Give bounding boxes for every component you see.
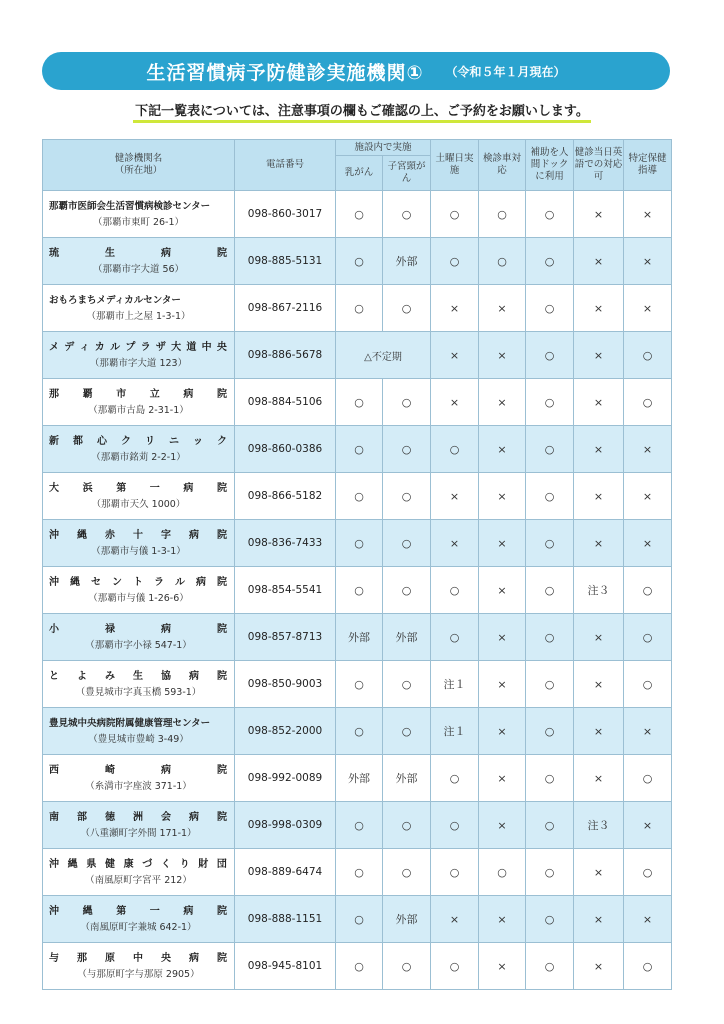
dock-cell: ○ [526, 191, 574, 238]
breast-cell: ○ [336, 896, 383, 943]
facility-cell [43, 567, 235, 614]
english-cell: × [574, 849, 624, 896]
facility-name: 沖 縄 セ ン ト ラ ル 病 院 [49, 576, 227, 588]
facility-name: 琉 生 病 院 [49, 247, 227, 259]
header-breast: 乳がん [336, 156, 383, 191]
table-row [43, 426, 672, 473]
phone-number: 098-992-0089 [235, 755, 336, 802]
breast-cell: ○ [336, 567, 383, 614]
english-cell: × [574, 473, 624, 520]
dock-cell: ○ [526, 379, 574, 426]
facility-cell [43, 896, 235, 943]
saturday-cell: ○ [431, 238, 479, 285]
phone-number: 098-860-3017 [235, 191, 336, 238]
saturday-cell: × [431, 896, 479, 943]
facility-name: 西 崎 病 院 [49, 764, 227, 776]
dock-cell: ○ [526, 802, 574, 849]
dock-cell: ○ [526, 426, 574, 473]
english-cell: × [574, 943, 624, 990]
facility-name: メ デ ィ カ ル プ ラ ザ 大 道 中 央 [49, 341, 227, 353]
dock-cell: ○ [526, 661, 574, 708]
facility-address: （南風原町字宮平 212） [85, 874, 192, 886]
endoscopy-cell: × [479, 567, 526, 614]
endoscopy-cell: × [479, 896, 526, 943]
breast-cell: ○ [336, 473, 383, 520]
facility-cell [43, 379, 235, 426]
guidance-cell: ○ [624, 849, 672, 896]
phone-number: 098-945-8101 [235, 943, 336, 990]
endoscopy-cell: ○ [479, 191, 526, 238]
facility-address: （那覇市銘苅 2-2-1） [91, 451, 186, 463]
table-row [43, 661, 672, 708]
guidance-cell: × [624, 520, 672, 567]
saturday-cell: ○ [431, 943, 479, 990]
english-cell: × [574, 426, 624, 473]
dock-cell: ○ [526, 332, 574, 379]
saturday-cell: ○ [431, 191, 479, 238]
facility-name: 那 覇 市 立 病 院 [49, 388, 227, 400]
table-row [43, 567, 672, 614]
table-row [43, 849, 672, 896]
header-cervical: 子宮頸がん [383, 156, 431, 191]
header-name-label: 健診機関名 [114, 153, 163, 164]
phone-number: 098-884-5106 [235, 379, 336, 426]
phone-number: 098-836-7433 [235, 520, 336, 567]
facility-cell [43, 473, 235, 520]
saturday-cell: ○ [431, 755, 479, 802]
breast-cell: ○ [336, 849, 383, 896]
facility-table [42, 139, 672, 990]
endoscopy-cell: ○ [479, 238, 526, 285]
phone-number: 098-860-0386 [235, 426, 336, 473]
facility-cell [43, 661, 235, 708]
breast-cell: ○ [336, 238, 383, 285]
endoscopy-cell: × [479, 755, 526, 802]
table-row [43, 755, 672, 802]
dock-cell: ○ [526, 238, 574, 285]
cervical-cell: ○ [383, 567, 431, 614]
cervical-cell: 外部 [383, 896, 431, 943]
guidance-cell: × [624, 191, 672, 238]
breast-cell: ○ [336, 708, 383, 755]
facility-cell [43, 520, 235, 567]
saturday-cell: ○ [431, 567, 479, 614]
title-banner [42, 52, 670, 90]
facility-cell [43, 755, 235, 802]
english-cell: × [574, 379, 624, 426]
facility-address: （那覇市東町 26-1） [92, 216, 185, 228]
saturday-cell: × [431, 379, 479, 426]
guidance-cell: ○ [624, 755, 672, 802]
header-english: 健診当日英語での対応可 [574, 140, 624, 191]
dock-cell: ○ [526, 708, 574, 755]
cervical-cell: ○ [383, 661, 431, 708]
phone-number: 098-886-5678 [235, 332, 336, 379]
facility-name: 与 那 原 中 央 病 院 [49, 952, 227, 964]
endoscopy-cell: × [479, 426, 526, 473]
breast-cell: ○ [336, 426, 383, 473]
guidance-cell: × [624, 473, 672, 520]
facility-name: 新 都 心 ク リ ニ ッ ク [49, 435, 227, 447]
cervical-cell: 外部 [383, 614, 431, 661]
english-cell: × [574, 238, 624, 285]
saturday-cell: 注１ [431, 708, 479, 755]
table-row [43, 238, 672, 285]
dock-cell: ○ [526, 755, 574, 802]
facility-cell [43, 238, 235, 285]
dock-cell: ○ [526, 614, 574, 661]
facility-name: と よ み 生 協 病 院 [49, 670, 227, 682]
table-body [43, 191, 672, 990]
table-row [43, 943, 672, 990]
english-cell: × [574, 755, 624, 802]
saturday-cell: × [431, 473, 479, 520]
dock-cell: ○ [526, 567, 574, 614]
english-cell: × [574, 708, 624, 755]
facility-cell [43, 426, 235, 473]
phone-number: 098-889-6474 [235, 849, 336, 896]
facility-address: （豊見城市字真玉橋 593-1） [75, 686, 202, 698]
date-note: （令和５年１月現在） [445, 64, 566, 79]
facility-name: 大 浜 第 一 病 院 [49, 482, 227, 494]
guidance-cell: × [624, 708, 672, 755]
english-cell: 注３ [574, 802, 624, 849]
cervical-cell: ○ [383, 191, 431, 238]
english-cell: × [574, 614, 624, 661]
dock-cell: ○ [526, 849, 574, 896]
endoscopy-cell: × [479, 943, 526, 990]
saturday-cell: × [431, 285, 479, 332]
table-row [43, 614, 672, 661]
facility-address: （豊見城市豊崎 3-49） [88, 733, 189, 745]
phone-number: 098-850-9003 [235, 661, 336, 708]
cervical-cell: ○ [383, 943, 431, 990]
cervical-cell: ○ [383, 379, 431, 426]
phone-number: 098-852-2000 [235, 708, 336, 755]
cervical-cell: ○ [383, 285, 431, 332]
header-name-sub: （所在地） [114, 165, 163, 176]
saturday-cell: ○ [431, 802, 479, 849]
facility-name: 沖 縄 第 一 病 院 [49, 905, 227, 917]
cervical-cell: 外部 [383, 238, 431, 285]
endoscopy-cell: ○ [479, 849, 526, 896]
facility-address: （与那原町字与那原 2905） [77, 968, 200, 980]
endoscopy-cell: × [479, 379, 526, 426]
saturday-cell: × [431, 332, 479, 379]
phone-number: 098-867-2116 [235, 285, 336, 332]
saturday-cell: ○ [431, 849, 479, 896]
english-cell: 注３ [574, 567, 624, 614]
table-row [43, 473, 672, 520]
notice-highlight: 下記一覧表については、注意事項の欄もご確認の上、ご予約をお願いします。 [133, 104, 591, 123]
guidance-cell: ○ [624, 332, 672, 379]
facility-name: 沖 縄 県 健 康 づ く り 財 団 [49, 858, 227, 870]
saturday-cell: × [431, 520, 479, 567]
guidance-cell: × [624, 802, 672, 849]
cervical-cell: ○ [383, 473, 431, 520]
facility-name: 沖 縄 赤 十 字 病 院 [49, 529, 227, 541]
cervical-cell: 外部 [383, 755, 431, 802]
cervical-cell: ○ [383, 520, 431, 567]
facility-address: （那覇市古島 2-31-1） [88, 404, 189, 416]
saturday-cell: ○ [431, 426, 479, 473]
breast-cell: ○ [336, 379, 383, 426]
table-row [43, 802, 672, 849]
english-cell: × [574, 285, 624, 332]
header-phone: 電話番号 [235, 140, 336, 191]
facility-cell [43, 191, 235, 238]
phone-number: 098-998-0309 [235, 802, 336, 849]
guidance-cell: × [624, 238, 672, 285]
facility-address: （南風原町字兼城 642-1） [80, 921, 197, 933]
header-in-house: 施設内で実施 [336, 140, 431, 156]
english-cell: × [574, 191, 624, 238]
header-name [43, 140, 235, 191]
phone-number: 098-854-5541 [235, 567, 336, 614]
cervical-cell: ○ [383, 708, 431, 755]
table-row [43, 708, 672, 755]
phone-number: 098-866-5182 [235, 473, 336, 520]
guidance-cell: ○ [624, 661, 672, 708]
endoscopy-cell: × [479, 708, 526, 755]
notice-text [0, 100, 724, 122]
facility-name: 小 禄 病 院 [49, 623, 227, 635]
breast-cell: ○ [336, 661, 383, 708]
dock-cell: ○ [526, 943, 574, 990]
table-row [43, 285, 672, 332]
english-cell: × [574, 896, 624, 943]
guidance-cell: × [624, 285, 672, 332]
facility-cell [43, 332, 235, 379]
saturday-cell: ○ [431, 614, 479, 661]
dock-cell: ○ [526, 896, 574, 943]
table-row [43, 332, 672, 379]
cervical-cell: ○ [383, 849, 431, 896]
breast-cell: ○ [336, 943, 383, 990]
endoscopy-cell: × [479, 473, 526, 520]
table-row [43, 896, 672, 943]
facility-address: （那覇市字大道 56） [92, 263, 185, 275]
table-row [43, 379, 672, 426]
breast-cell: ○ [336, 520, 383, 567]
facility-cell [43, 849, 235, 896]
guidance-cell: × [624, 896, 672, 943]
facility-cell [43, 708, 235, 755]
table-row [43, 520, 672, 567]
facility-cell [43, 802, 235, 849]
facility-name: 那覇市医師会生活習慣病検診センター [49, 200, 211, 212]
breast-cell: ○ [336, 285, 383, 332]
phone-number: 098-857-8713 [235, 614, 336, 661]
page-title: 生活習慣病予防健診実施機関① [146, 61, 424, 84]
facility-address: （八重瀬町字外間 171-1） [80, 827, 197, 839]
facility-address: （糸満市字座波 371-1） [85, 780, 192, 792]
facility-cell [43, 943, 235, 990]
facility-address: （那覇市字大道 123） [89, 357, 188, 369]
endoscopy-cell: × [479, 285, 526, 332]
english-cell: × [574, 332, 624, 379]
facility-cell [43, 614, 235, 661]
header-guidance: 特定保健指導 [624, 140, 672, 191]
facility-cell [43, 285, 235, 332]
endoscopy-cell: × [479, 520, 526, 567]
cervical-cell: ○ [383, 426, 431, 473]
dock-cell: ○ [526, 520, 574, 567]
cervical-cell: ○ [383, 802, 431, 849]
guidance-cell: ○ [624, 379, 672, 426]
guidance-cell: ○ [624, 614, 672, 661]
endoscopy-cell: × [479, 614, 526, 661]
phone-number: 098-885-5131 [235, 238, 336, 285]
phone-number: 098-888-1151 [235, 896, 336, 943]
endoscopy-cell: × [479, 802, 526, 849]
table-row [43, 191, 672, 238]
guidance-cell: ○ [624, 567, 672, 614]
english-cell: × [574, 520, 624, 567]
facility-address: （那覇市与儀 1-26-6） [88, 592, 189, 604]
endoscopy-cell: × [479, 332, 526, 379]
guidance-cell: ○ [624, 943, 672, 990]
breast-cell: ○ [336, 191, 383, 238]
header-endoscopy: 検診車対応 [479, 140, 526, 191]
facility-address: （那覇市与儀 1-3-1） [91, 545, 186, 557]
breast-cell: 外部 [336, 755, 383, 802]
saturday-cell: 注１ [431, 661, 479, 708]
facility-name: 豊見城中央病院附属健康管理センター [49, 717, 211, 729]
facility-address: （那覇市天久 1000） [91, 498, 186, 510]
facility-name: おもろまちメディカルセンター [49, 294, 181, 306]
facility-address: （那覇市字小禄 547-1） [85, 639, 192, 651]
header-dock: 補助を人間ドックに利用 [526, 140, 574, 191]
facility-name: 南 部 徳 洲 会 病 院 [49, 811, 227, 823]
dock-cell: ○ [526, 473, 574, 520]
breast-cell: 外部 [336, 614, 383, 661]
english-cell: × [574, 661, 624, 708]
table-header [43, 140, 672, 191]
guidance-cell: × [624, 426, 672, 473]
header-saturday: 土曜日実施 [431, 140, 479, 191]
dock-cell: ○ [526, 285, 574, 332]
endoscopy-cell: × [479, 661, 526, 708]
in-house-combined-cell: △不定期 [336, 332, 431, 379]
facility-address: （那覇市上之屋 1-3-1） [86, 310, 191, 322]
breast-cell: ○ [336, 802, 383, 849]
